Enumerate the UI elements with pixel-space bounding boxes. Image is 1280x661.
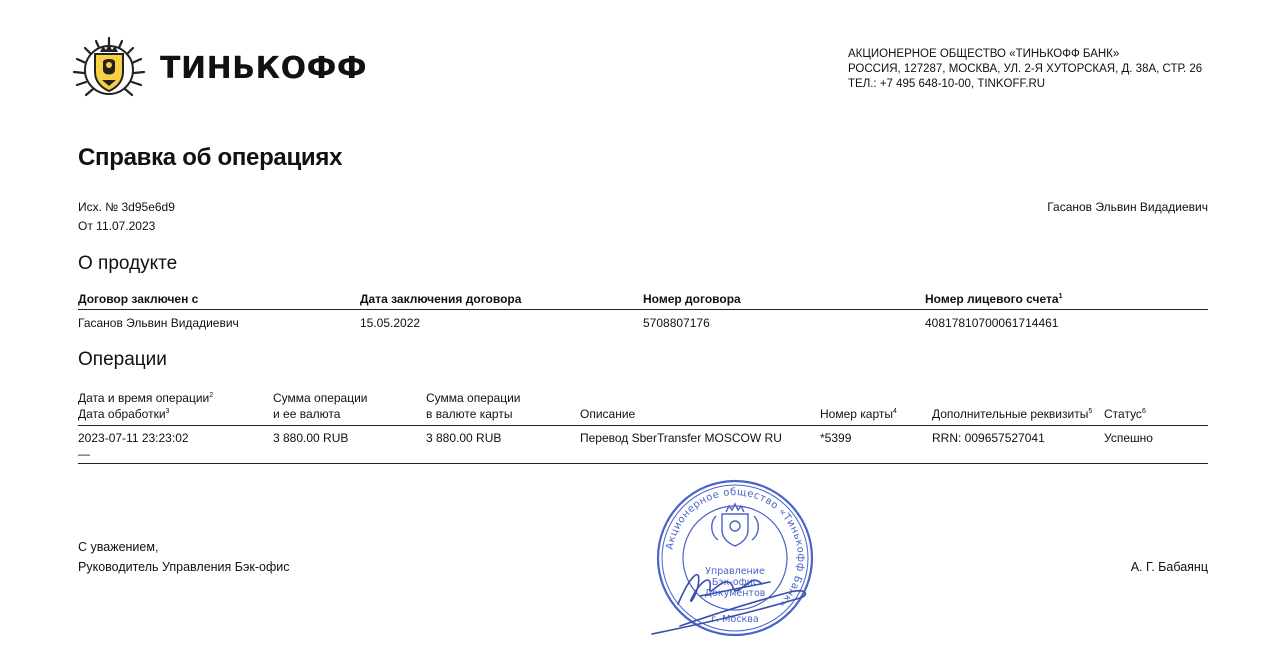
stamp-seal-icon [650, 476, 820, 641]
header-contract-with: Договор заключен с [78, 292, 199, 306]
value-contract-date: 15.05.2022 [360, 316, 421, 330]
brand-name: ТИНЬКОФФ [160, 50, 368, 86]
company-name: АКЦИОНЕРНОЕ ОБЩЕСТВО «ТИНЬКОФФ БАНК» [848, 48, 1120, 60]
document-title: Справка об операциях [78, 144, 343, 171]
header-datetime: Дата и время операции$^2$ Дата обработки$^3$ [78, 391, 214, 421]
header-account-number: Номер лицевого счета$^1$ [925, 292, 1063, 306]
operations-table-bottom-divider [78, 463, 1208, 464]
reference-number: Исх. № 3d95e6d9 [78, 200, 175, 214]
signer-position: Руководитель Управления Бэк-офис [78, 560, 290, 574]
header-description: Описание [580, 407, 636, 421]
operation-amount: 3 880.00 RUB [273, 431, 349, 445]
operation-card-amount: 3 880.00 RUB [426, 431, 502, 445]
operations-header-divider [78, 425, 1208, 426]
stamp-line-1: Управление [705, 566, 765, 577]
operation-extra: RRN: 009657527041 [932, 431, 1045, 445]
document-date: От 11.07.2023 [78, 219, 156, 233]
company-address: РОССИЯ, 127287, МОСКВА, УЛ. 2-Я ХУТОРСКАЯ, Д. 38А, СТР. 26 [848, 63, 1203, 75]
header-contract-number: Номер договора [643, 292, 741, 306]
product-section-title: О продукте [78, 253, 178, 274]
value-contract-number: 5708807176 [643, 316, 710, 330]
operations-section-title: Операции [78, 349, 167, 370]
signer-name: А. Г. Бабаянц [1130, 560, 1208, 574]
stamp-ring-text: Акционерное общество «Тинькофф Банк» [664, 486, 807, 610]
company-contacts: ТЕЛ.: +7 495 648-10-00, TINKOFF.RU [848, 78, 1046, 90]
header-amount: Сумма операции и ее валюта [273, 391, 368, 421]
company-info [848, 47, 1202, 92]
company-stamp [650, 476, 820, 646]
operation-description: Перевод SberTransfer MOSCOW RU [580, 431, 782, 445]
regards-text: С уважением, [78, 540, 159, 554]
value-contract-with: Гасанов Эльвин Видадиевич [78, 316, 239, 330]
header-extra: Дополнительные реквизиты$^5$ [932, 407, 1093, 421]
operation-status: Успешно [1104, 431, 1153, 445]
header-contract-date: Дата заключения договора [360, 292, 522, 306]
operation-card-number: *5399 [820, 431, 852, 445]
header-card-amount: Сумма операции в валюте карты [426, 391, 521, 421]
stamp-line-2: Бэк-офис [711, 577, 759, 588]
tinkoff-logo [72, 36, 367, 100]
recipient-name: Гасанов Эльвин Видадиевич [1047, 200, 1208, 214]
header-status: Статус$^6$ [1104, 407, 1146, 421]
product-table-divider [78, 309, 1208, 310]
header-card-number: Номер карты$^4$ [820, 407, 897, 421]
value-account-number: 40817810700061714461 [925, 316, 1059, 330]
stamp-line-3: Документов [704, 588, 766, 599]
stamp-city: г. Москва [711, 614, 759, 625]
operation-datetime: 2023-07-11 23:23:02 — [78, 431, 189, 461]
coat-of-arms-icon [72, 36, 146, 100]
